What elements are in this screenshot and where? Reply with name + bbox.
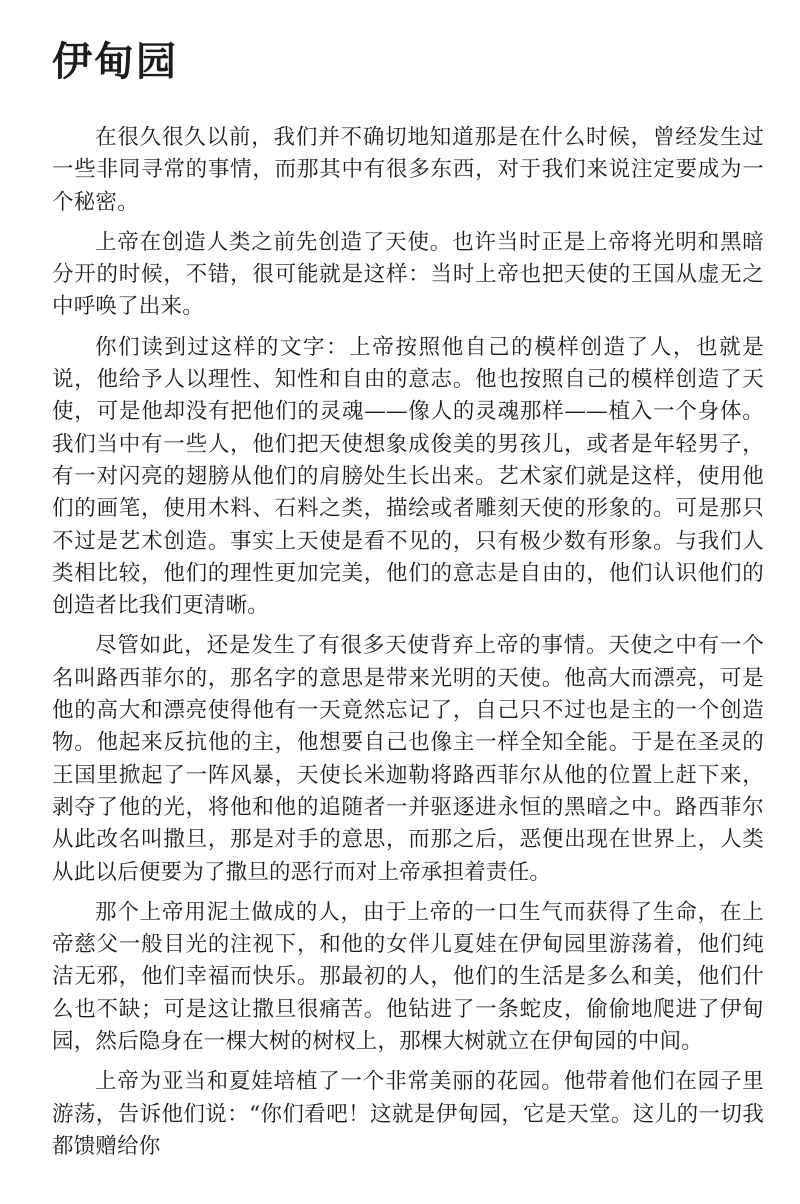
paragraph-1: 在很久很久以前，我们并不确切地知道那是在什么时候，曾经发生过一些非同寻常的事情，而那其中有很多东西，对于我们来说注定要成为一个秘密。 <box>52 125 764 215</box>
paragraph-5: 那个上帝用泥土做成的人，由于上帝的一口生气而获得了生命，在上帝慈父一般目光的注视下，和他的女伴儿夏娃在伊甸园里游荡着，他们纯洁无邪，他们幸福而快乐。那最初的人，他们的生活是多么和美，他们什么也不缺；可是这让撒旦很痛苦。他钻进了一条蛇皮，偷偷地爬进了伊甸园，然后隐身在一棵大树的树杈上，那棵大树就立在伊甸园的中间。 <box>52 899 764 1055</box>
paragraph-4: 尽管如此，还是发生了有很多天使背弃上帝的事情。天使之中有一个名叫路西菲尔的，那名字的意思是带来光明的天使。他高大而漂亮，可是他的高大和漂亮使得他有一天竟然忘记了，自己只不过也是主的一个创造物。他起来反抗他的主，他想要自己也像主一样全知全能。于是在圣灵的王国里掀起了一阵风暴，天使长米迦勒将路西菲尔从他的位置上赶下来，剥夺了他的光，将他和他的追随者一并驱逐进永恒的黑暗之中。路西菲尔从此改名叫撒旦，那是对手的意思，而那之后，恶便出现在世界上，人类从此以后便要为了撒旦的恶行而对上帝承担着责任。 <box>52 633 764 885</box>
paragraph-6: 上帝为亚当和夏娃培植了一个非常美丽的花园。他带着他们在园子里游荡，告诉他们说：“你们看吧！这就是伊甸园，它是天堂。这儿的一切我都馈赠给你 <box>52 1069 764 1159</box>
chapter-title: 伊甸园 <box>52 39 178 85</box>
chapter-body <box>52 122 764 1171</box>
paragraph-2: 上帝在创造人类之前先创造了天使。也许当时正是上帝将光明和黑暗分开的时候，不错，很可能就是这样：当时上帝也把天使的王国从虚无之中呼唤了出来。 <box>52 229 764 320</box>
paragraph-3: 你们读到过这样的文字：上帝按照他自己的模样创造了人，也就是说，他给予人以理性、知性和自由的意志。他也按照自己的模样创造了天使，可是他却没有把他们的灵魂——像人的灵魂那样——植入一个身体。我们当中有一些人，他们把天使想象成俊美的男孩儿，或者是年轻男子，有一对闪亮的翅膀从他们的肩膀处生长出来。艺术家们就是这样，使用他们的画笔，使用木料、石料之类，描绘或者雕刻天使的形象的。可是那只不过是艺术创造。事实上天使是看不见的，只有极少数有形象。与我们人类相比较，他们的理性更加完美，他们的意志是自由的，他们认识他们的创造者比我们更清晰。 <box>52 334 764 619</box>
